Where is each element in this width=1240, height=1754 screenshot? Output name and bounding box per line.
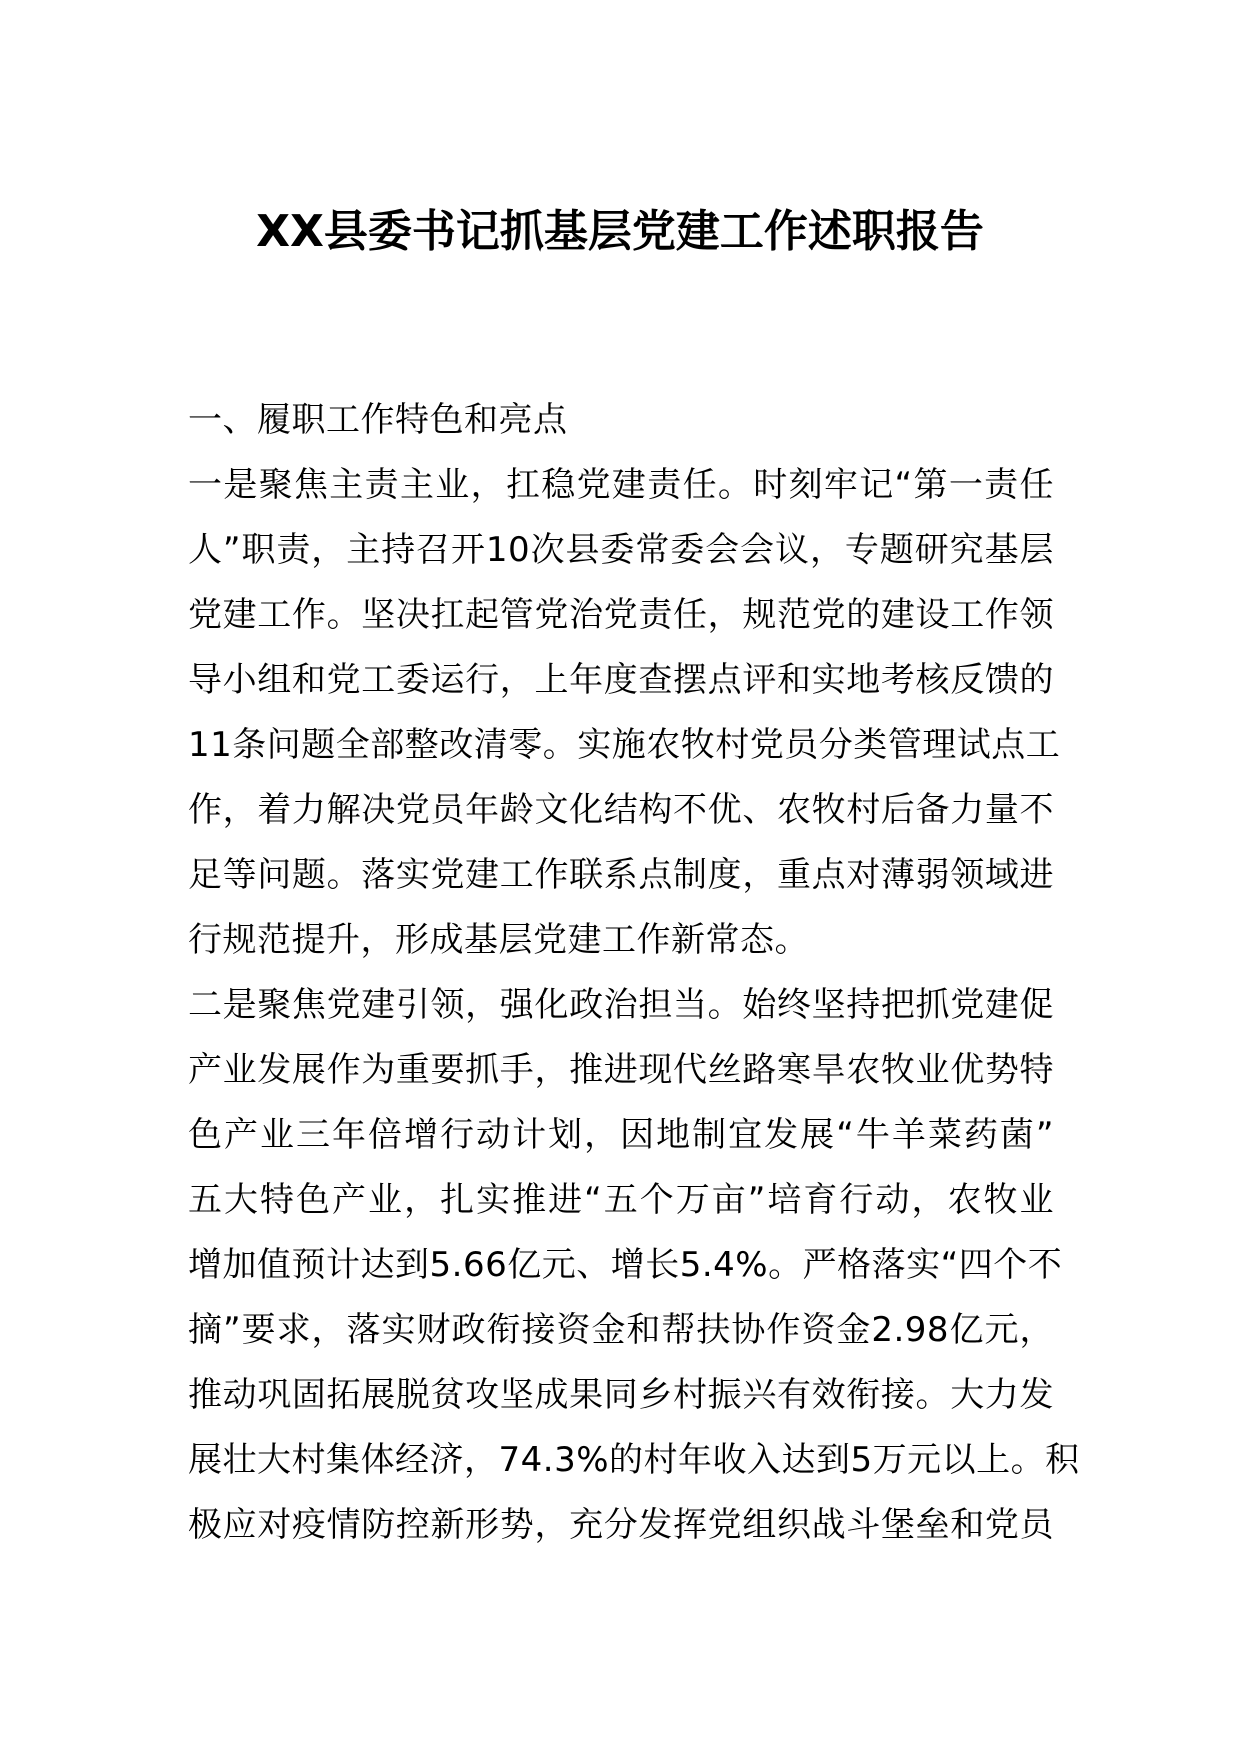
paragraph-line: 摘”要求，落实财政衔接资金和帮扶协作资金2.98亿元， [188, 1310, 1054, 1350]
paragraph-line: 导小组和党工委运行，上年度查摆点评和实地考核反馈的 [188, 660, 1054, 700]
section-heading: 一、履职工作特色和亮点 [188, 400, 568, 440]
paragraph-line: 产业发展作为重要抓手，推进现代丝路寒旱农牧业优势特 [188, 1050, 1054, 1090]
paragraph-line: 增加值预计达到5.66亿元、增长5.4%。严格落实“四个不 [188, 1245, 1063, 1285]
paragraph-line: 推动巩固拓展脱贫攻坚成果同乡村振兴有效衔接。大力发 [188, 1375, 1054, 1415]
document-body [188, 388, 1080, 1558]
paragraph-line: 五大特色产业，扎实推进“五个万亩”培育行动，农牧业 [188, 1180, 1054, 1220]
document-title: XX县委书记抓基层党建工作述职报告 [256, 206, 984, 257]
paragraph-line: 一是聚焦主责主业，扛稳党建责任。时刻牢记“第一责任 [188, 465, 1054, 505]
paragraph-line: 党建工作。坚决扛起管党治党责任，规范党的建设工作领 [188, 595, 1054, 635]
paragraph-line: 足等问题。落实党建工作联系点制度，重点对薄弱领域进 [188, 855, 1054, 895]
paragraph-line: 二是聚焦党建引领，强化政治担当。始终坚持把抓党建促 [188, 985, 1054, 1025]
paragraph-line: 作，着力解决党员年龄文化结构不优、农牧村后备力量不 [188, 790, 1054, 830]
paragraph-line: 色产业三年倍增行动计划，因地制宜发展“牛羊菜药菌” [188, 1115, 1054, 1155]
paragraph-line: 11条问题全部整改清零。实施农牧村党员分类管理试点工 [188, 725, 1061, 765]
paragraph-line: 行规范提升，形成基层党建工作新常态。 [188, 920, 809, 960]
paragraph-line: 展壮大村集体经济，74.3%的村年收入达到5万元以上。积 [188, 1440, 1080, 1480]
paragraph-line: 极应对疫情防控新形势，充分发挥党组织战斗堡垒和党员 [188, 1505, 1054, 1545]
paragraph-line: 人”职责，主持召开10次县委常委会会议，专题研究基层 [188, 530, 1054, 570]
